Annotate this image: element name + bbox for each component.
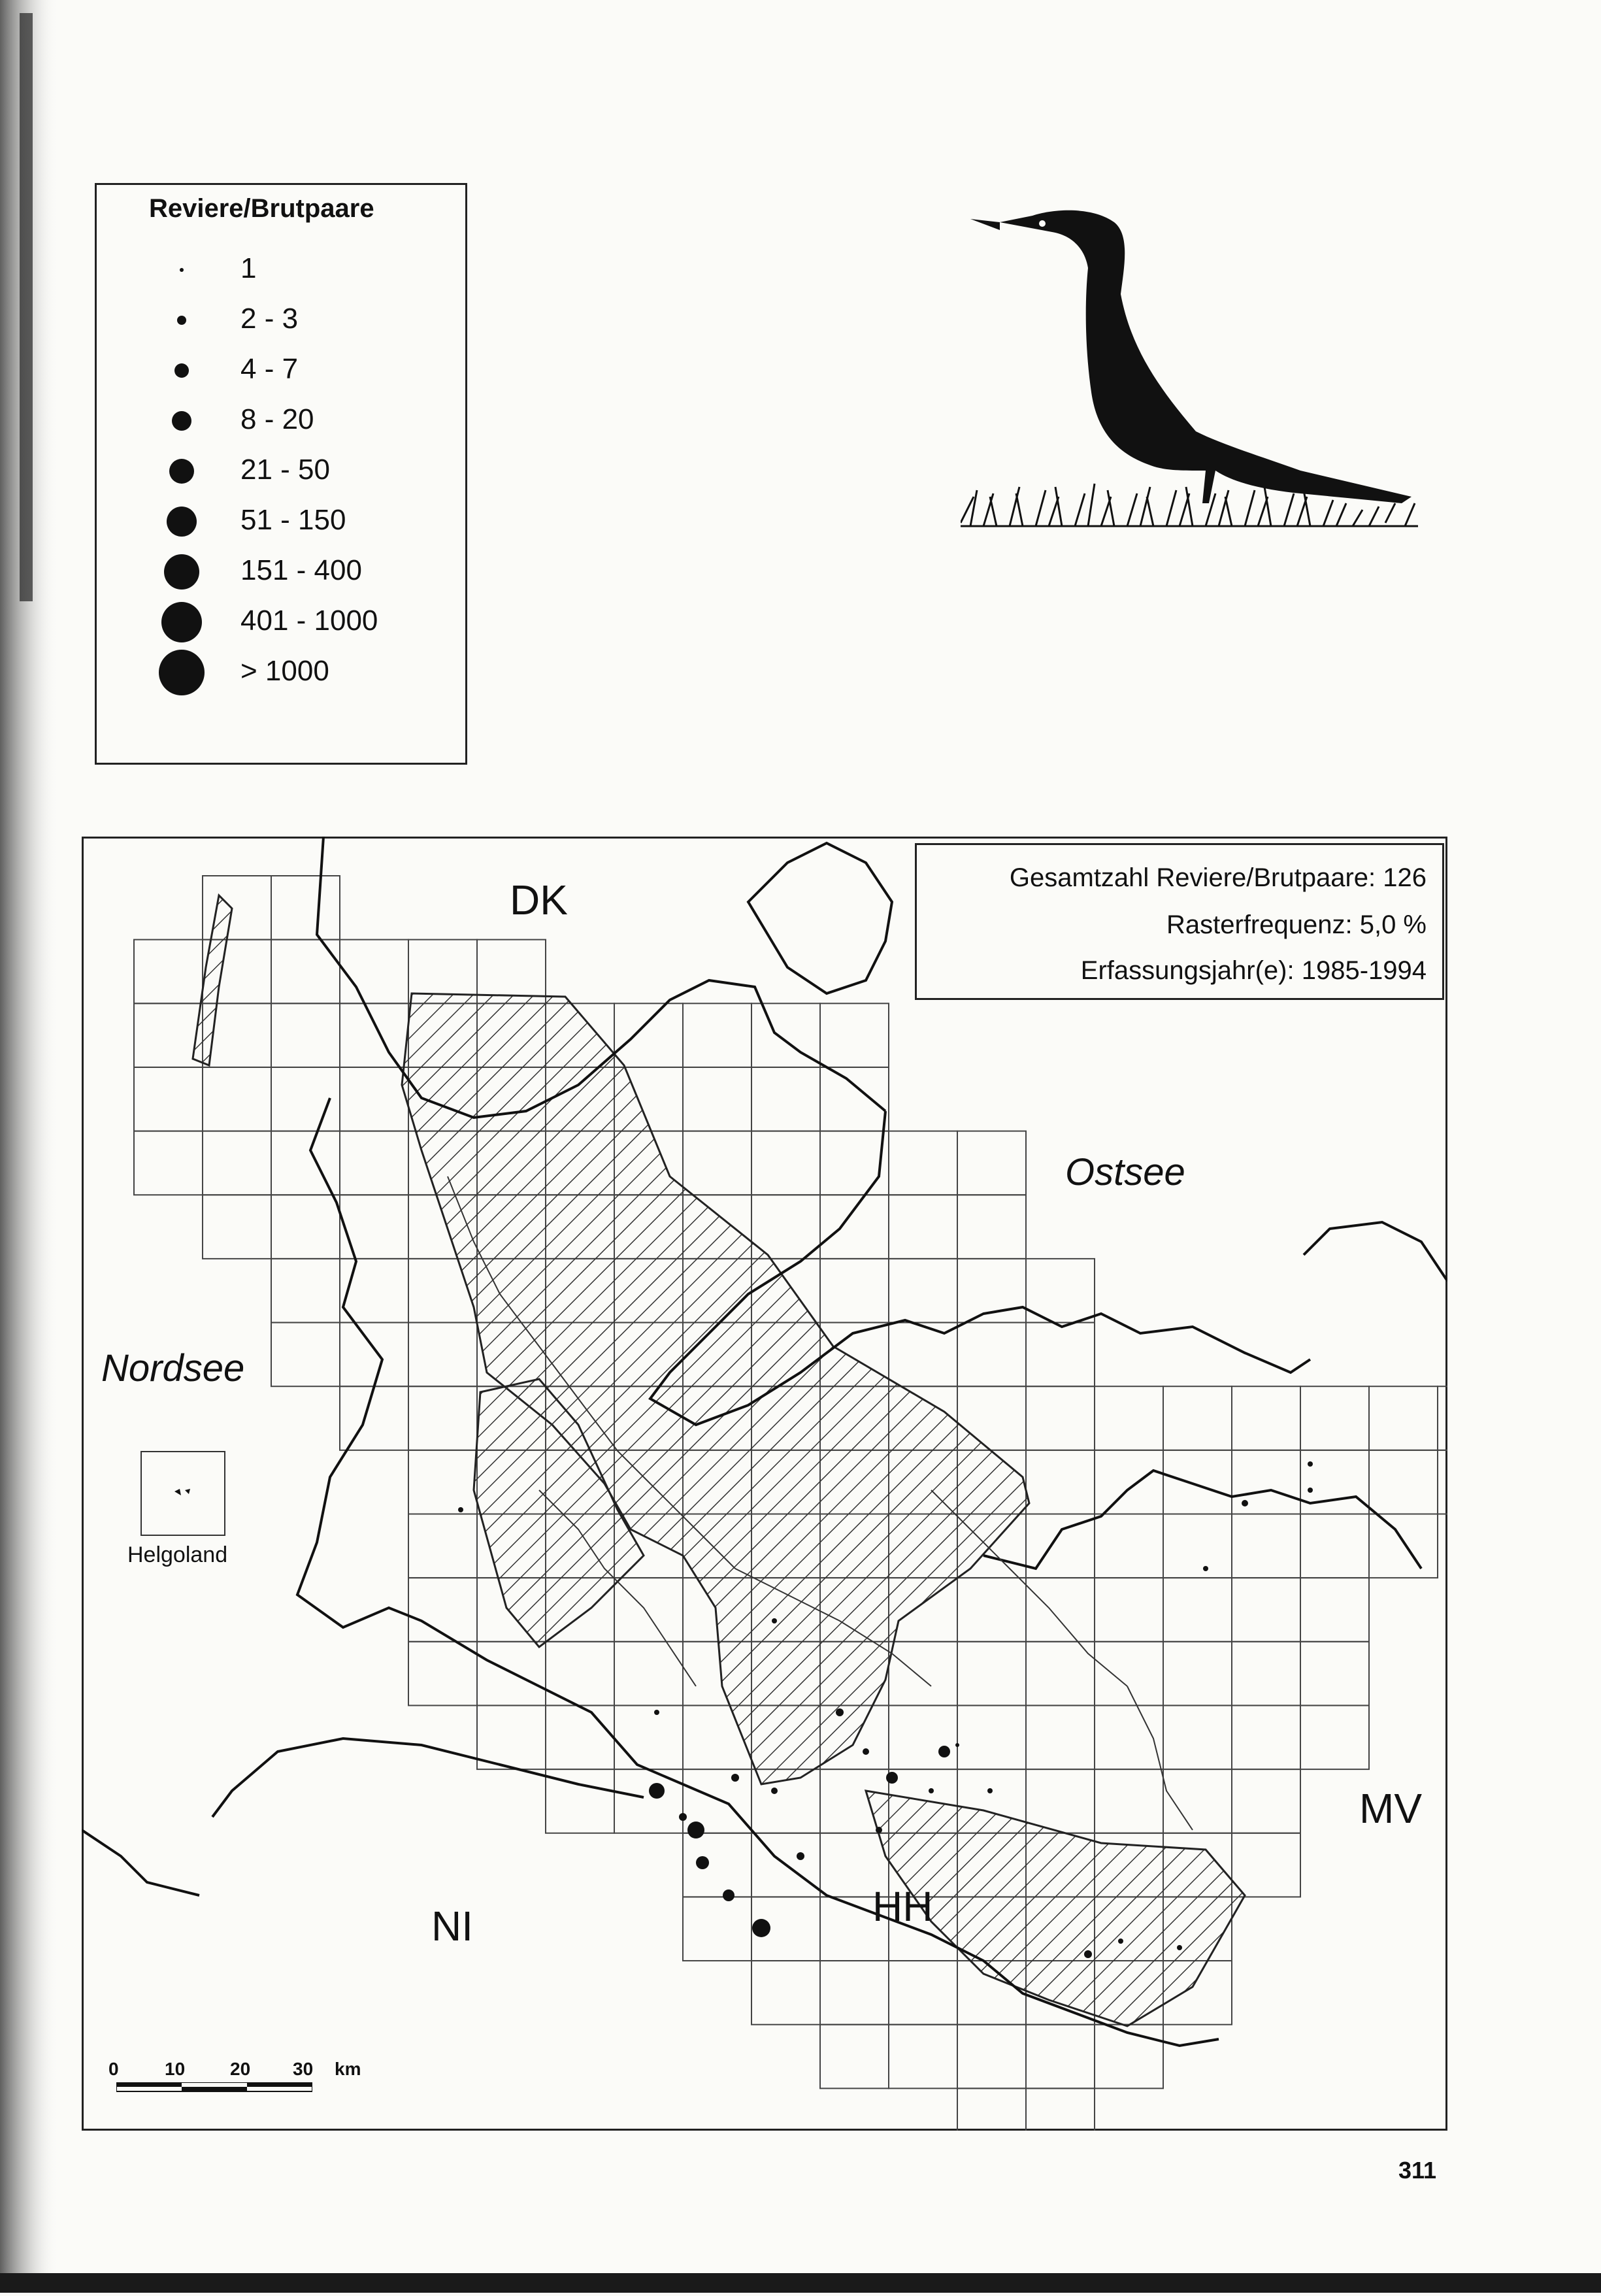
grid-cell [889, 1195, 957, 1259]
bird-illustration [961, 196, 1438, 562]
label-hh: HH [872, 1883, 933, 1930]
grid-cell [1232, 1642, 1300, 1706]
legend-row [97, 549, 463, 595]
grid-cell [340, 1131, 408, 1195]
grid-cell [1300, 1578, 1369, 1642]
grid-cell [340, 940, 408, 1004]
grid-cell [1095, 1769, 1163, 1833]
grid-cell [408, 1578, 477, 1642]
grid-cell [683, 1897, 751, 1961]
scan-edge-shadow [0, 0, 59, 2293]
grid-cell [683, 1131, 751, 1195]
survey-years-text: Erfassungsjahr(e): 1985-1994 [1080, 956, 1427, 985]
grid-cell [408, 1450, 477, 1514]
grid-cell [614, 1705, 683, 1769]
legend-label: 51 - 150 [240, 504, 346, 536]
legend-symbol-dot [161, 602, 202, 642]
scale-unit: km [335, 2059, 361, 2079]
grid-cell [340, 1259, 408, 1323]
legend-row [97, 650, 463, 695]
grid-cell [820, 1067, 889, 1131]
scale-bar [105, 2059, 361, 2098]
grid-cell [889, 1259, 957, 1323]
grid-cell [1163, 1705, 1232, 1769]
grid-cell [820, 1259, 889, 1323]
grid-cell [340, 1386, 408, 1450]
helgoland-inset [140, 1451, 225, 1536]
grid-cell [408, 1514, 477, 1578]
grid-cell [1163, 1386, 1232, 1450]
grid-cell [820, 2025, 889, 2089]
label-mv: MV [1359, 1785, 1422, 1832]
distribution-map [82, 837, 1447, 2131]
grid-cell [1026, 1323, 1095, 1387]
grid-cell [134, 1067, 203, 1131]
grid-cell [683, 1067, 751, 1131]
grid-cell [957, 1705, 1026, 1769]
grid-cell [957, 1131, 1026, 1195]
scale-tick-20: 20 [230, 2059, 251, 2079]
scale-tick-0: 0 [108, 2059, 119, 2079]
grid-cell [134, 940, 203, 1004]
legend-label: 2 - 3 [240, 303, 299, 335]
legend-symbol-dot [174, 363, 189, 378]
grid-cell [1232, 1514, 1300, 1578]
grid-cell [408, 1323, 477, 1387]
grid-cell [1095, 1514, 1163, 1578]
grid-cell [1026, 1450, 1095, 1514]
grid-cell [1026, 2025, 1095, 2089]
scale-tick-10: 10 [165, 2059, 186, 2079]
grid-cell [1232, 1769, 1300, 1833]
grid-cell [408, 1386, 477, 1450]
grid-cell [1095, 1450, 1163, 1514]
grid-cell [1163, 1578, 1232, 1642]
legend-box [95, 183, 467, 765]
grid-cell [271, 876, 340, 940]
grid-cell [340, 1067, 408, 1131]
total-count-text: Gesamtzahl Reviere/Brutpaare: 126 [1009, 863, 1427, 892]
grid-cell [1369, 1386, 1438, 1450]
grid-cell [1438, 1450, 1447, 1514]
legend-symbol-dot [159, 650, 205, 695]
label-ni: NI [431, 1903, 473, 1950]
legend-title: Reviere/Brutpaare [149, 194, 374, 223]
label-helgoland: Helgoland [127, 1542, 228, 1567]
grid-cell [1300, 1642, 1369, 1706]
grid-cell [1095, 1578, 1163, 1642]
scan-bottom-edge [0, 2273, 1601, 2293]
grid-cell [614, 1578, 683, 1642]
grid-cell [820, 1195, 889, 1259]
legend-row [97, 297, 463, 343]
legend-symbol-dot [180, 268, 184, 272]
grid-cell [1026, 1578, 1095, 1642]
grid-cell [1232, 1833, 1300, 1897]
grid-cell [683, 1003, 751, 1067]
grid-cell [203, 1131, 271, 1195]
label-dk: DK [510, 876, 568, 923]
grid-cell [271, 940, 340, 1004]
grid-cell [134, 1131, 203, 1195]
grid-cell [1163, 1450, 1232, 1514]
grid-cell [1026, 1769, 1095, 1833]
grid-cell [751, 1067, 820, 1131]
grid-cell [271, 1195, 340, 1259]
summary-box [915, 843, 1444, 1000]
legend-symbol-dot [164, 554, 199, 590]
grid-cell [271, 1003, 340, 1067]
grid-cell [340, 1195, 408, 1259]
grid-cell [340, 1003, 408, 1067]
grid-frequency-text: Rasterfrequenz: 5,0 % [1166, 910, 1427, 939]
grid-cell [1095, 1386, 1163, 1450]
legend-label: > 1000 [240, 655, 329, 687]
grid-cell [1300, 1705, 1369, 1769]
grid-cell [477, 940, 546, 1004]
grid-cell [1369, 1514, 1438, 1578]
grid-cell [1026, 1642, 1095, 1706]
grid-cell [1232, 1386, 1300, 1450]
grid-cell [271, 1323, 340, 1387]
grid-cell [957, 1578, 1026, 1642]
grid-cell [957, 2025, 1026, 2089]
grid-cell [1026, 1705, 1095, 1769]
grid-cell [1300, 1386, 1369, 1450]
label-ostsee: Ostsee [1065, 1151, 1185, 1193]
legend-row [97, 448, 463, 494]
legend-symbol-dot [167, 507, 197, 537]
grid-cell [957, 1195, 1026, 1259]
grid-cell [546, 1705, 614, 1769]
grid-cell [271, 1131, 340, 1195]
grid-cell [1026, 2088, 1095, 2131]
grid-cell [1095, 1642, 1163, 1706]
grid-cell [889, 1131, 957, 1195]
grid-cell [889, 1642, 957, 1706]
grid-cell [957, 1323, 1026, 1387]
legend-row [97, 599, 463, 645]
legend-label: 21 - 50 [240, 454, 330, 486]
grid-cell [820, 1131, 889, 1195]
grid-cell [477, 1705, 546, 1769]
grid-cell [1369, 1450, 1438, 1514]
legend-label: 4 - 7 [240, 353, 299, 385]
grid-cell [340, 1323, 408, 1387]
legend-row [97, 499, 463, 544]
legend-label: 151 - 400 [240, 554, 362, 586]
grid-cell [1232, 1705, 1300, 1769]
grid-cell [1300, 1514, 1369, 1578]
grid-cell [957, 1642, 1026, 1706]
scale-tick-30: 30 [293, 2059, 314, 2079]
legend-symbol-dot [172, 411, 191, 431]
grid-cell [203, 1195, 271, 1259]
grid-cell [1163, 1642, 1232, 1706]
grid-cell [683, 1833, 751, 1897]
grid-cell [820, 1003, 889, 1067]
grid-cell [1438, 1386, 1447, 1450]
grid-cell [1026, 1386, 1095, 1450]
grid-cell [1163, 1514, 1232, 1578]
page-number: 311 [1398, 2157, 1437, 2184]
grid-cell [957, 2088, 1026, 2131]
label-nordsee: Nordsee [101, 1347, 245, 1389]
legend-symbol-dot [169, 459, 194, 484]
legend-label: 401 - 1000 [240, 605, 378, 637]
legend-label: 8 - 20 [240, 403, 314, 435]
grid-cell [889, 1961, 957, 2025]
legend-label: 1 [240, 252, 257, 284]
legend-row [97, 247, 463, 293]
grid-cell [889, 2025, 957, 2089]
legend-row [97, 348, 463, 393]
grid-cell [751, 1961, 820, 2025]
grid-cell [408, 1642, 477, 1706]
grid-cell [751, 1131, 820, 1195]
grid-cell [203, 1067, 271, 1131]
legend-symbol-dot [177, 316, 186, 325]
grid-cell [820, 1961, 889, 2025]
grid-cell [271, 1259, 340, 1323]
grid-cell [614, 1003, 683, 1067]
grid-cell [889, 1705, 957, 1769]
legend-row [97, 398, 463, 444]
grid-cell [1232, 1578, 1300, 1642]
